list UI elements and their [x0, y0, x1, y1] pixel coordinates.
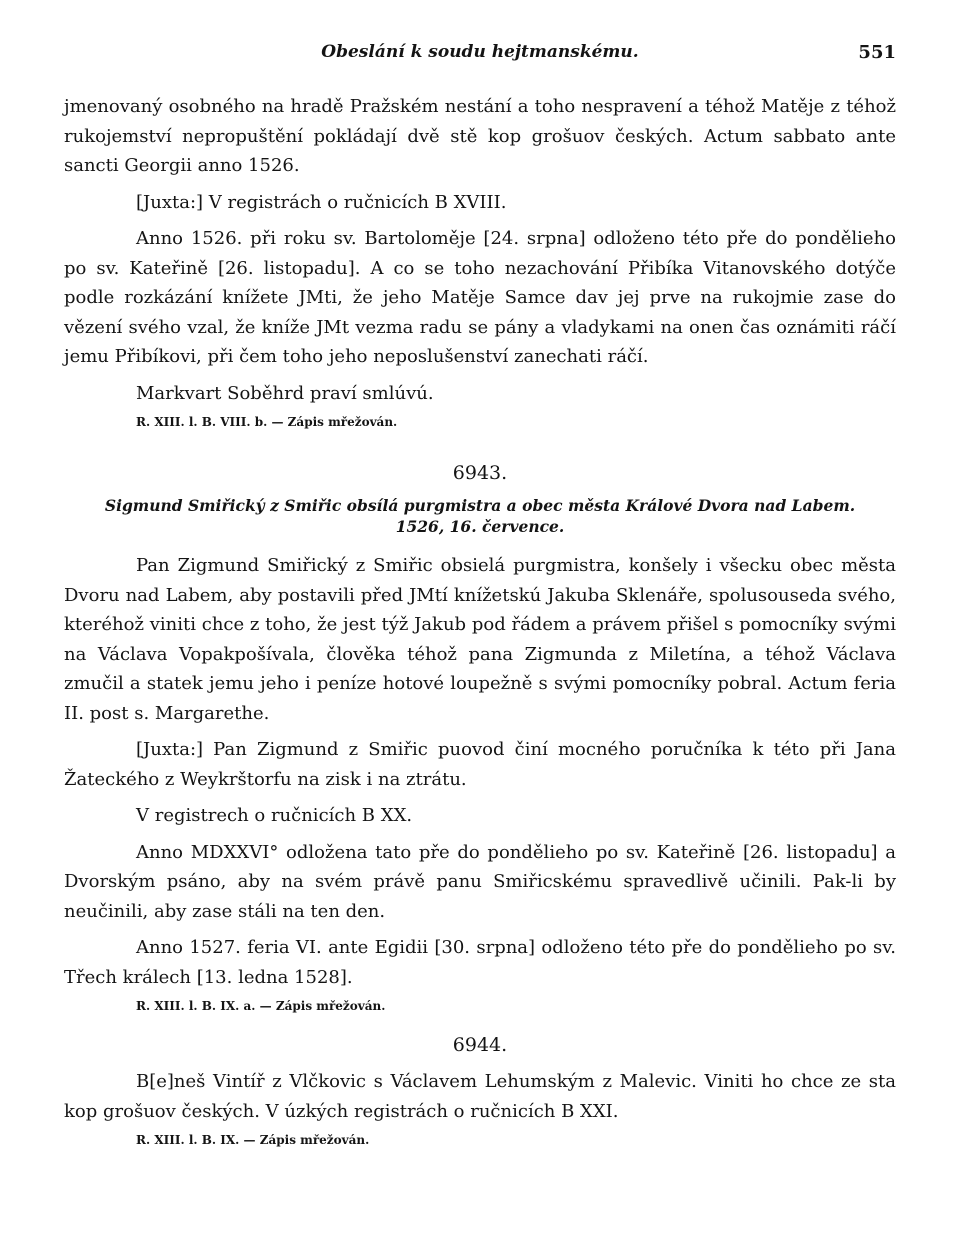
entry-number: 6943. — [452, 462, 508, 484]
paragraph: Anno MDXXVI° odložena tato pře do pondělieho po sv. Kateřině [26. listopadu] a Dvorským psáno, aby na svém právě panu Smiřicskému spravedlivě učinili. Pak-li by neučinili, aby zase stáli na ten den. — [64, 841, 896, 922]
paragraph: Pan Zigmund Smiřický z Smiřic obsielá purgmistra, konšely i všecku obec města Dvoru nad Labem, aby postavili před JMtí knížetskú Jakuba Sklenáře, spolusouseda svého, kteréhož viniti chce z toho, že jest týž Jakub pod řádem a právem přišel s pomocníky svými na Václava Vopakpošívala, člověka téhož pana Zigmunda z Miletína, a téhož Václava zmučil a statek jemu jeho i peníze hotové loupežně s svými pomocníky pobral. Actum feria II. post s. Margarethe. — [64, 555, 896, 724]
paragraph: jmenovaný osobného na hradě Pražském nestání a toho nespravení a téhož Matěje z téhož rukojemství nepropuštění pokládají dvě stě kop grošuov českých. Actum sabbato ante sancti Georgii anno 1526. — [64, 96, 896, 176]
entry-6943 — [64, 461, 896, 1017]
paragraph: Markvart Soběhrd praví smlúvú. — [136, 382, 434, 404]
running-title: Obeslání k soudu hejtmanskému. — [321, 42, 639, 62]
source-reference: R. XIII. l. B. IX. — Zápis mřežován. — [136, 1133, 370, 1147]
paragraph: Anno 1527. feria VI. ante Egidii [30. srpna] odloženo této pře do pondělieho po sv. Třech králech [13. ledna 1528]. — [64, 937, 896, 988]
paragraph: [Juxta:] Pan Zigmund z Smiřic puovod činí mocného poručníka k této při Jana Žateckého z Weykrštorfu na zisk i na ztrátu. — [64, 739, 896, 790]
paragraph: B[e]neš Vintíř z Vlčkovic s Václavem Lehumským z Malevic. Viniti ho chce ze sta kop grošuov českých. V úzkých registrách o ručnicích B XXI. — [64, 1071, 896, 1122]
source-reference: R. XIII. l. B. VIII. b. — Zápis mřežován. — [136, 415, 398, 429]
entry-summary — [64, 495, 896, 537]
paragraph: [Juxta:] V registrách o ručnicích B XVIII. — [136, 191, 507, 213]
page-body — [64, 92, 896, 1151]
entry-6944 — [64, 1033, 896, 1151]
source-reference: R. XIII. l. B. IX. a. — Zápis mřežován. — [136, 999, 386, 1013]
paragraph: V registrech o ručnicích B XX. — [136, 805, 413, 826]
entry-number: 6944. — [452, 1034, 508, 1056]
page-number: 551 — [858, 42, 896, 63]
entry-continued — [64, 92, 896, 433]
running-header — [64, 42, 896, 70]
summary-line: Sigmund Smiřický z Smiřic obsílá purgmistra a obec města Králové Dvora nad Labem. — [104, 496, 856, 515]
entry-date: 1526, 16. července. — [395, 517, 565, 536]
paragraph: Anno 1526. při roku sv. Bartoloměje [24. srpna] odloženo této pře do pondělieho po sv. Kateřině [26. listopadu]. A co se toho nezachování Přibíka Vitanovského dotýče podle rozkázání knížete JMti, že jeho Matěje Samce dav jej prve na rukojmie zase do vězení svého vzal, že kníže JMt vezma radu se pány a vladykami na onen čas oznámiti ráčí jemu Přibíkovi, při čem toho jeho neposlušenství zanechati ráčí. — [64, 228, 896, 367]
